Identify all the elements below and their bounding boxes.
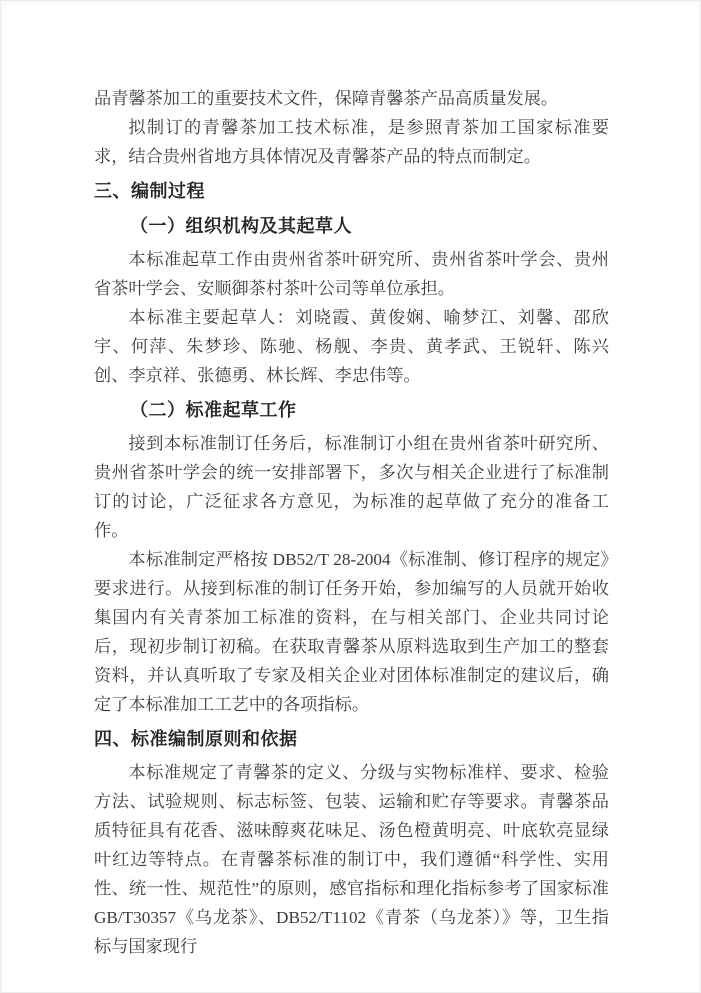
paragraph-standard-scope: 本标准规定了青馨茶的定义、分级与实物标准样、要求、检验方法、试验规则、标志标签、包装、运输和贮存等要求。青馨茶品质特征具有花香、滋味醇爽花味足、汤色橙黄明亮、叶底软亮显绿叶红边等特点。在青馨茶标准的制订中，我们遵循“科学性、实用性、统一性、规范性”的原则，感官指标和理化指标参考了国家标准 GB/T30357《乌龙茶》、DB52/T1102《青茶（乌龙茶）》等，卫生指标与国家现行: [94, 763, 609, 956]
subsection-heading-drafting-work: （二）标准起草工作: [130, 400, 297, 420]
section-heading-principles-basis: 四、标准编制原则和依据: [94, 729, 298, 749]
paragraph-continuation: 品青馨茶加工的重要技术文件，保障青馨茶产品高质量发展。: [94, 89, 559, 108]
paragraph-drafting-preparation: 接到本标准制订任务后，标准制订小组在贵州省茶叶研究所、贵州省茶叶学会的统一安排部署下，多次与相关企业进行了标准制订的讨论，广泛征求各方意见，为标准的起草做了充分的准备工作。: [94, 434, 609, 540]
paragraph-drafting-units: 本标准起草工作由贵州省茶叶研究所、贵州省茶叶学会、贵州省茶叶学会、安顺御茶村茶叶公司等单位承担。: [94, 250, 609, 298]
document-body: [94, 84, 609, 961]
paragraph-main-drafters: 本标准主要起草人：刘晓霞、黄俊娴、喻梦江、刘馨、邵欣宇、何萍、朱梦珍、陈驰、杨舰、李贵、黄孝武、王锐轩、陈兴创、李京祥、张德勇、林长辉、李忠伟等。: [94, 308, 609, 385]
paragraph-standard-basis: 拟制订的青馨茶加工技术标准，是参照青茶加工国家标准要求，结合贵州省地方具体情况及青馨茶产品的特点而制定。: [94, 118, 609, 166]
section-heading-compilation-process: 三、编制过程: [94, 181, 205, 201]
subsection-heading-organization-drafters: （一）组织机构及其起草人: [130, 216, 352, 236]
paragraph-drafting-procedure: 本标准制定严格按 DB52/T 28-2004《标准制、修订程序的规定》要求进行。从接到标准的制订任务开始，参加编写的人员就开始收集国内有关青茶加工标准的资料，在与相关部门、企业共同讨论后，现初步制订初稿。在获取青馨茶从原料选取到生产加工的整套资料，并认真听取了专家及相关企业对团体标准制定的建议后，确定了本标准加工工艺中的各项指标。: [94, 550, 609, 714]
